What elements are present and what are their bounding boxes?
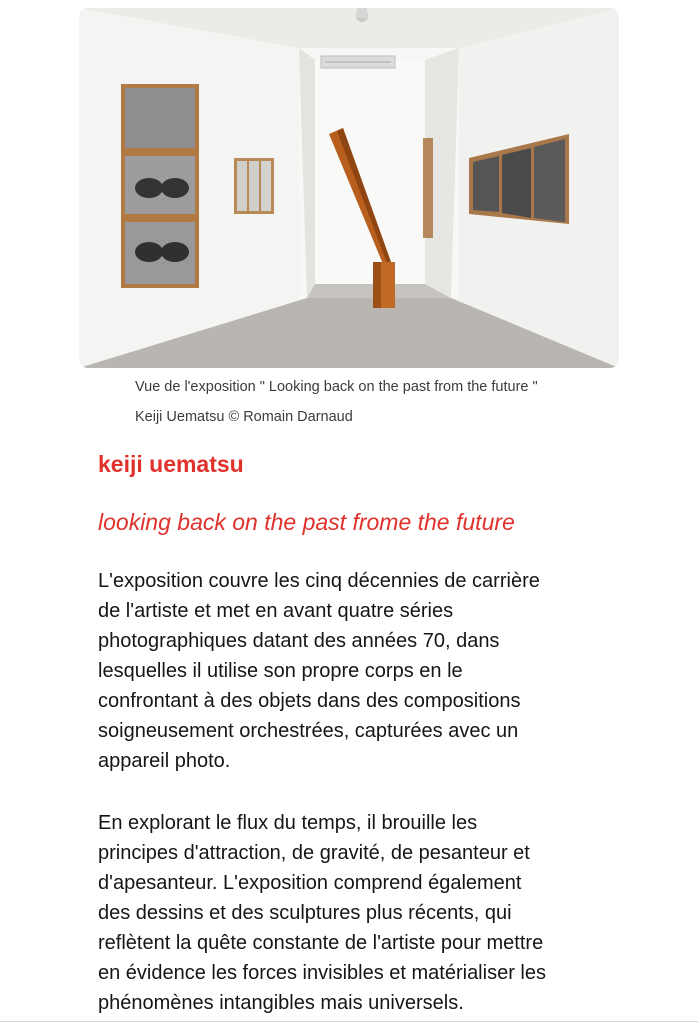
paragraph-line: appareil photo. (98, 750, 231, 772)
description-paragraph-1 (98, 566, 618, 776)
paragraph-line: lesquelles il utilise son propre corps en le (98, 660, 463, 682)
left-small-frames (234, 158, 274, 214)
caption-line-2: Keiji Uematsu © Romain Darnaud (135, 409, 353, 425)
paragraph-line: des dessins et des sculptures plus récents, qui (98, 902, 512, 924)
exhibition-title: looking back on the past frome the future (98, 509, 515, 535)
paragraph-line: en évidence les forces invisibles et matérialiser les (98, 962, 546, 984)
left-photo-triptych (121, 84, 199, 288)
artist-name: keiji uematsu (98, 451, 244, 477)
paragraph-line: soigneusement orchestrées, capturées avec un (98, 720, 519, 742)
caption-line-1: Vue de l'exposition " Looking back on the past from the future " (135, 379, 538, 395)
paragraph-line: de l'artiste et met en avant quatre séries (98, 600, 454, 622)
paragraph-line: photographiques datant des années 70, dans (98, 630, 500, 652)
bottom-divider (0, 1021, 698, 1022)
paragraph-line: confrontant à des objets dans des compositions (98, 690, 521, 712)
paragraph-line: phénomènes intangibles mais universels. (98, 992, 464, 1014)
photo-caption (135, 372, 635, 432)
paragraph-line: principes d'attraction, de gravité, de pesanteur et (98, 842, 530, 864)
exhibition-photo[interactable] (79, 8, 619, 368)
description-paragraph-2 (98, 808, 618, 1018)
paragraph-line: reflètent la quête constante de l'artiste pour mettre (98, 932, 544, 954)
paragraph-line: L'exposition couvre les cinq décennies de carrière (98, 570, 540, 592)
exhibition-photo-illustration (79, 8, 619, 368)
paragraph-line: En explorant le flux du temps, il brouille les (98, 812, 478, 834)
paragraph-line: d'apesanteur. L'exposition comprend également (98, 872, 522, 894)
